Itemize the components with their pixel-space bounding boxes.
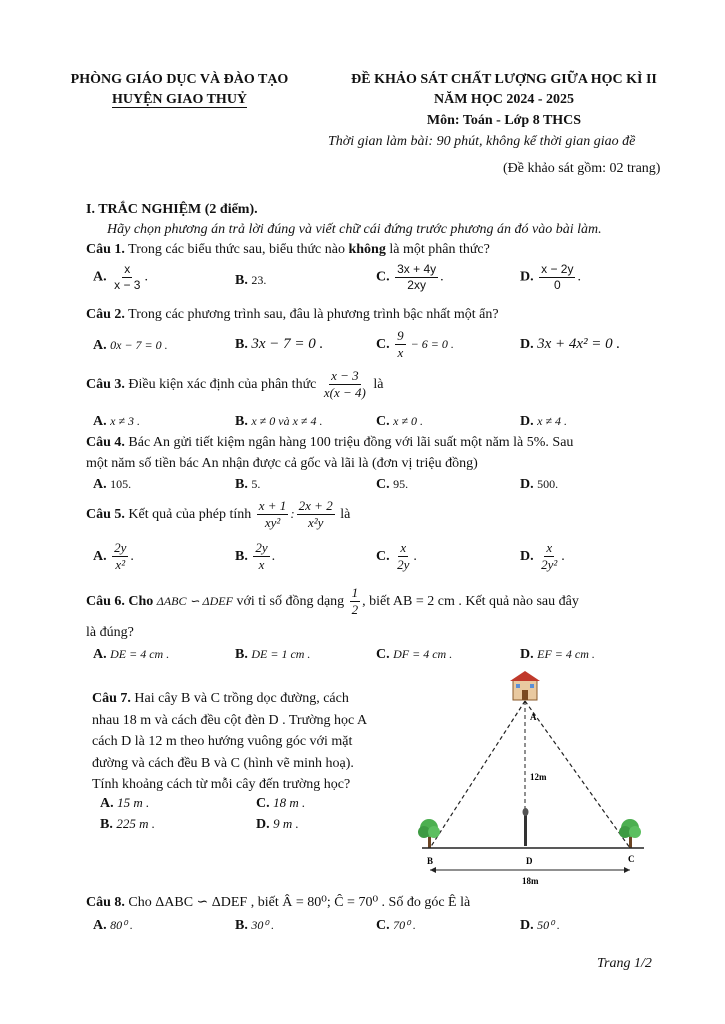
q1-option-c: C. $\frac{3x + 4y}{2xy}$ . — [376, 262, 444, 292]
q8-option-d: D. 50⁰ . — [520, 918, 560, 933]
q6-option-b: B. DE = 1 cm . — [235, 647, 311, 662]
time-line: Thời gian làm bài: 90 phút, không kể thời gian giao đề — [328, 134, 636, 149]
q4-option-d: D. 500. — [520, 477, 559, 492]
q1-option-a: A. $\frac{x}{x - 3}$ . — [93, 262, 148, 292]
q8-option-c: C. 70⁰ . — [376, 918, 416, 933]
tree-c-icon — [619, 819, 641, 848]
q4-option-c: C. 95. — [376, 477, 409, 492]
q4-option-b: B. 5. — [235, 477, 261, 492]
q8-option-a: A. 80⁰ . — [93, 918, 133, 933]
pages-note: (Đề khảo sát gồm: 02 trang) — [503, 161, 661, 176]
label-d: D — [526, 856, 533, 866]
q8-option-b: B. 30⁰ . — [235, 918, 275, 933]
label-c: C — [628, 854, 635, 864]
q6-option-c: C. DF = 4 cm . — [376, 647, 453, 662]
question-6: Câu 6. Cho ΔABC ∽ ΔDEF với tỉ số đồng dạng $\frac{1}{2}$ , biết AB = 2 cm . Kết quả nào sau đây — [86, 585, 579, 618]
section-title: I. TRẮC NGHIỆM (2 điểm). — [86, 202, 258, 217]
q7-option-b: B. 225 m . — [100, 816, 155, 832]
question-8: Câu 8. Cho ΔABC ∽ ΔDEF , biết Â = 80⁰; Ĉ = 70⁰ . Số đo góc Ê là — [86, 895, 471, 910]
exam-title: ĐỀ KHẢO SÁT CHẤT LƯỢNG GIỮA HỌC KÌ II — [351, 72, 657, 87]
school-icon — [510, 671, 540, 700]
q7-option-d: D. 9 m . — [256, 816, 299, 832]
height-label: 12m — [530, 772, 547, 782]
q4-option-a: A. 105. — [93, 477, 132, 492]
side-ab — [430, 701, 525, 848]
question-4-line-1: Câu 4. Bác An gửi tiết kiệm ngân hàng 100 triệu đồng với lãi suất một năm là 5%. Sau — [86, 435, 574, 450]
subject-line: Môn: Toán - Lớp 8 THCS — [426, 113, 582, 128]
question-4-line-2: một năm số tiền bác An nhận được cả gốc và lãi là (đơn vị triệu đồng) — [86, 456, 478, 471]
q3-option-a: A. x ≠ 3 . — [93, 414, 141, 429]
question-6-line-2: là đúng? — [86, 625, 134, 640]
question-7: Câu 7. Hai cây B và C trồng dọc đường, cách nhau 18 m và cách đều cột đèn D . Trường học A cách D là 12 m theo hướng vuông góc với mặt đường và cách đều B và C (hình vẽ minh hoạ). Tính khoảng cách từ mỗi cây đến trường học? — [92, 691, 368, 792]
q5-option-c: C. $\frac{x}{2y}$ . — [376, 540, 417, 573]
label-a: A — [530, 712, 537, 722]
label-b: B — [427, 856, 434, 866]
base-label: 18m — [522, 876, 539, 886]
section-instruction: Hãy chọn phương án trả lời đúng và viết chữ cái đứng trước phương án đó vào bài làm. — [107, 222, 602, 237]
q2-option-b: B. 3x − 7 = 0 . — [235, 336, 324, 352]
q5-option-a: A. $\frac{2y}{\text{x²}}$ . — [93, 540, 134, 573]
q2-option-c: C. $\frac{9}{x}$ − 6 = 0 . — [376, 328, 454, 361]
page-number: Trang 1/2 — [597, 956, 652, 971]
q3-option-b: B. x ≠ 0 và x ≠ 4 . — [235, 414, 323, 429]
question-3: Câu 3. Điều kiện xác định của phân thức $\frac{x - 3}{x(x - 4)}$ là — [86, 368, 384, 401]
department-name: PHÒNG GIÁO DỤC VÀ ĐÀO TẠO — [70, 72, 289, 87]
tree-b-icon — [418, 819, 440, 848]
q5-option-d: D. $\frac{x}{\text{2y²}}$ . — [520, 540, 565, 573]
q1-option-b: B. 23. — [235, 273, 267, 288]
q1-option-d: D. $\frac{x - 2y}{0}$ . — [520, 262, 581, 292]
question-2: Câu 2. Trong các phương trình sau, đâu là phương trình bậc nhất một ẩn? — [86, 307, 499, 322]
q6-option-a: A. DE = 4 cm . — [93, 647, 170, 662]
district-name: HUYỆN GIAO THUỶ — [111, 92, 248, 107]
lamp-post-icon — [523, 808, 529, 846]
q7-option-c: C. 18 m . — [256, 795, 306, 811]
question-5: Câu 5. Kết quả của phép tính $\frac{x + 1}{\text{xy²}}$ : $\frac{2x + 2}{\text{x²y}}$ là — [86, 498, 351, 531]
q2-option-d: D. 3x + 4x² = 0 . — [520, 336, 621, 352]
question-1: Câu 1. Trong các biểu thức sau, biểu thức nào không là một phân thức? — [86, 242, 490, 257]
q3-option-d: D. x ≠ 4 . — [520, 414, 568, 429]
q7-option-a: A. 15 m . — [100, 795, 150, 811]
q3-option-c: C. x ≠ 0 . — [376, 414, 424, 429]
q5-option-b: B. $\frac{2y}{x}$ . — [235, 540, 276, 573]
school-year: NĂM HỌC 2024 - 2025 — [434, 92, 574, 107]
q7-figure — [418, 668, 648, 888]
q2-option-a: A. 0x − 7 = 0 . — [93, 338, 168, 353]
q6-option-d: D. EF = 4 cm . — [520, 647, 595, 662]
